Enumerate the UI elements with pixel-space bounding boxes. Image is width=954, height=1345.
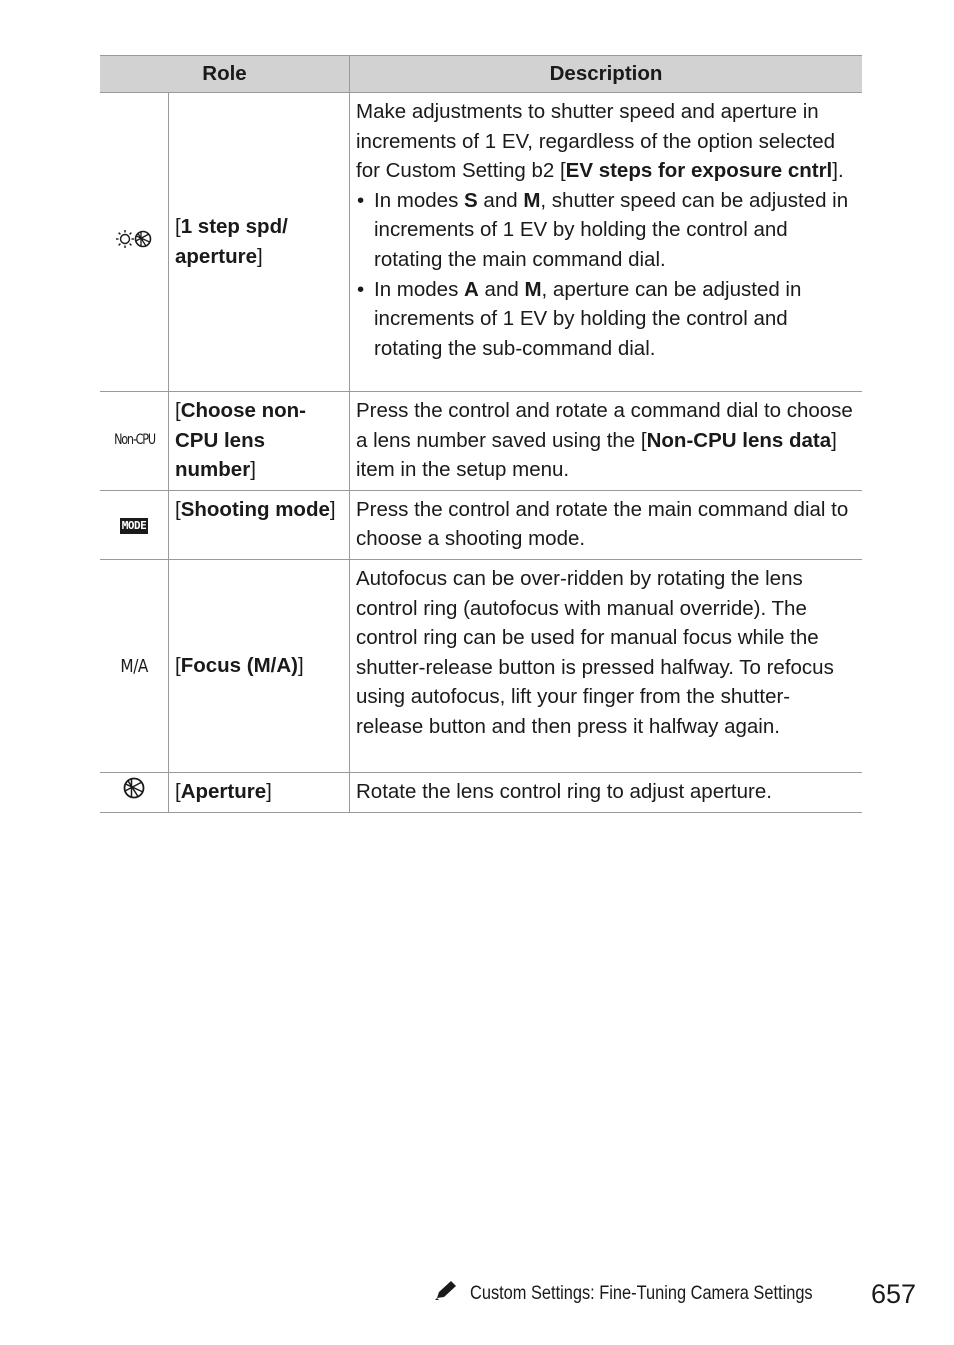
role-cell (169, 392, 350, 491)
bullet-text: and (477, 188, 524, 212)
table-row (100, 93, 862, 392)
role-label: Focus (M/A) (180, 653, 298, 677)
table-row (100, 559, 862, 772)
desc-part: Press the control and rotate a command dial to choose a lens number saved using the [ (356, 399, 853, 452)
table-header-row (100, 56, 862, 93)
description-text (356, 97, 856, 186)
header-description: Description (350, 56, 863, 93)
role-label: Aperture (180, 779, 267, 803)
role-label: Choose non-CPU lens number (175, 399, 306, 482)
bracket-close: ] (298, 653, 304, 677)
desc-part: Make adjustments to shutter speed and aperture in increments of 1 EV, regardless of the option selected for Custom Setting b2 [ (356, 100, 835, 183)
table-row (100, 490, 862, 559)
non-cpu-icon: Non-CPU (113, 432, 155, 449)
table-row (100, 772, 862, 812)
role-label: Shooting mode (180, 497, 330, 521)
page-number: 657 (871, 1279, 917, 1309)
aperture-icon (123, 777, 145, 808)
bracket-close: ] (250, 458, 256, 482)
role-cell (169, 93, 350, 392)
bullet-text: In modes (374, 277, 465, 301)
bracket-close: ] (257, 244, 263, 268)
role-cell (169, 490, 350, 559)
bullet-text: , shutter speed can be adjusted in increments of 1 EV by holding the control and rotating the main command dial. (374, 188, 849, 271)
bullet-text: , aperture can be adjusted in increments of 1 EV by holding the control and rotating the sub-command dial. (374, 277, 802, 360)
bracket-open: [ (175, 214, 181, 238)
description-cell: Press the control and rotate the main command dial to choose a shooting mode. (350, 490, 863, 559)
desc-bold: EV steps for exposure cntrl (565, 159, 833, 183)
bracket-open: [ (175, 497, 181, 521)
custom-settings-table (100, 55, 862, 813)
description-cell: Autofocus can be over-ridden by rotating the lens control ring (autofocus with manual override). The control ring can be used for manual focus while the shutter-release button is pressed halfway. To refocus using autofocus, lift your finger from the shutter-release button and then press it halfway again. (350, 559, 863, 772)
section-title: Custom Settings: Fine-Tuning Camera Settings (470, 1281, 813, 1304)
description-cell: Rotate the lens control ring to adjust aperture. (350, 772, 863, 812)
table-row (100, 392, 862, 491)
description-cell (350, 392, 863, 491)
list-item (356, 275, 856, 364)
header-role: Role (100, 56, 350, 93)
shutter-aperture-1step-icon (116, 228, 152, 258)
mode-letter: A (464, 277, 479, 301)
bracket-open: [ (175, 779, 181, 803)
icon-cell (100, 392, 169, 491)
focus-ma-icon: M/A (120, 655, 148, 677)
bracket-close: ] (329, 497, 336, 521)
bullet-text: In modes (374, 188, 465, 212)
mode-letter: M (524, 277, 542, 301)
bullet-list (356, 186, 856, 364)
desc-part: ] item in the setup menu. (356, 428, 837, 482)
bracket-open: [ (175, 399, 181, 422)
list-item (356, 186, 856, 275)
icon-cell (100, 490, 169, 559)
icon-cell (100, 93, 169, 392)
mode-letter: M (523, 188, 541, 212)
desc-bold: Non-CPU lens data (646, 428, 832, 452)
role-cell (169, 772, 350, 812)
description-cell (350, 93, 863, 392)
page-footer (434, 1276, 834, 1310)
mode-letter: S (464, 188, 478, 212)
pencil-icon (434, 1279, 458, 1307)
role-cell (169, 559, 350, 772)
icon-cell (100, 559, 169, 772)
bracket-close: ] (266, 779, 272, 803)
bracket-open: [ (175, 653, 181, 677)
bullet-text: and (478, 277, 525, 301)
desc-part: ]. (832, 159, 844, 183)
role-label: 1 step spd/ aperture (175, 214, 288, 268)
icon-cell (100, 772, 169, 812)
mode-icon: MODE (121, 518, 147, 532)
